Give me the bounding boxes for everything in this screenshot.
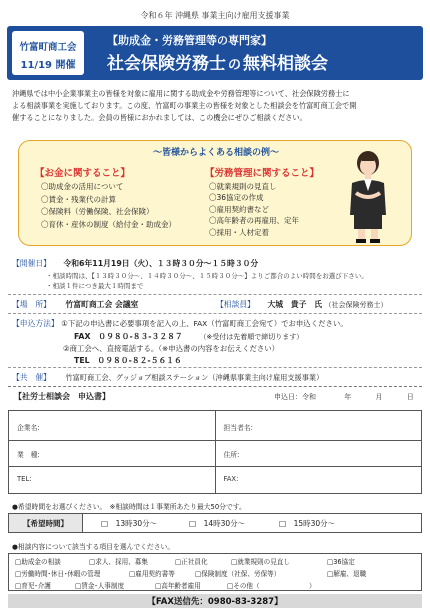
list-item: 〇雇用契約書など — [209, 204, 269, 214]
fax-number: FAX ０９８０-８３-３２８７ — [74, 332, 183, 341]
title-tail: 無料相談会 — [243, 54, 329, 74]
badge-date: 11/19 開催 — [20, 60, 76, 71]
list-item: 〇36協定の作成 — [209, 193, 264, 203]
intro-line: よる相談事業を実施しております。この度、竹富町の事業主の皆様を対象とした相談会を竹富町商工会で開 — [12, 101, 357, 110]
date-day: 日 — [406, 393, 414, 401]
topic-checkbox[interactable]: □36協定 — [327, 558, 355, 566]
topic-checkbox[interactable]: □雇用契約書等 — [129, 570, 175, 578]
cohost-label: 【共 催】 — [12, 373, 51, 382]
time-option-1430[interactable]: □ 14時30分～ — [189, 519, 246, 528]
person-field[interactable]: 担当者名: — [215, 411, 422, 440]
list-item: 〇賃金・残業代の計算 — [41, 194, 116, 204]
topic-checkbox[interactable]: □保険制度（社保、労保等） — [195, 570, 281, 578]
title-banner — [7, 26, 423, 80]
list-item: 〇就業規則の見直し — [209, 182, 277, 191]
advisor-row — [216, 299, 388, 310]
form-title: 【社労士相談会 申込書】 — [14, 392, 110, 401]
title-particle: の — [228, 58, 242, 73]
form-row — [9, 411, 421, 441]
divider — [8, 313, 422, 314]
topic-checkbox[interactable]: □解雇、退職 — [327, 570, 367, 578]
topic-checkbox[interactable]: □高年齢者雇用 — [155, 582, 201, 590]
duration-note: ・相談１件につき最大１時間まで — [46, 282, 144, 290]
form-header — [8, 391, 422, 405]
badge-venue: 竹富町商工会 — [19, 42, 77, 53]
place-label: 【場 所】 — [12, 300, 51, 309]
examples-title: ～皆様からよくある相談の例～ — [152, 148, 279, 158]
cut-line — [8, 386, 422, 387]
topic-checkbox[interactable]: □労働時間･休日･休暇の管理 — [15, 570, 101, 578]
venue-badge — [12, 31, 84, 75]
date-value: 令和6年11月19日（火）、１３時３０分～１５時３０分 — [63, 259, 259, 268]
date-year: 年 — [344, 393, 352, 401]
money-list — [41, 181, 176, 231]
advisor-label: 【相談員】 — [216, 300, 255, 309]
time-option-1530[interactable]: □ 15時30分～ — [279, 519, 336, 528]
topic-checkbox[interactable]: □就業規則の見直し — [231, 558, 290, 566]
form-row — [9, 467, 421, 493]
list-item: 〇育休・産休の制度（給付金・助成金） — [41, 219, 176, 229]
application-form-table — [8, 410, 422, 494]
date-month: 月 — [375, 393, 383, 401]
topic-select-note: ●相談内容について該当する項目を選んでください。 — [12, 543, 175, 551]
intro-text — [12, 88, 420, 124]
time-note: ・相談時間は、【１３時３０分～、１４時３０分～、１５時３０分～】よりご都合のよい時間をお選び下さい。 — [46, 272, 368, 280]
preferred-time-row — [8, 513, 422, 533]
consultant-illustration — [340, 147, 396, 243]
business-field[interactable]: 業 種: — [17, 451, 40, 459]
fax-destination-bar: 【FAX送信先：0980-83-3287】 — [8, 594, 422, 608]
labor-list — [209, 181, 299, 238]
other-close-paren: ） — [309, 582, 316, 590]
page-title — [107, 49, 328, 74]
place-value: 竹富町商工会 会議室 — [65, 300, 139, 309]
apply-row — [12, 318, 348, 329]
divider — [8, 367, 422, 368]
topic-checkbox[interactable]: □育児･介護 — [15, 582, 51, 590]
form-row — [9, 441, 421, 467]
list-item: 〇高年齢者の再雇用、定年 — [209, 216, 299, 226]
apply-label: 【申込方法】 — [12, 319, 59, 328]
apply-tel-number: TEL ０９８０-８２-５６１６ — [74, 356, 182, 365]
top-note: 令和６年 沖縄県 事業主向け雇用支援事業 — [140, 11, 290, 20]
topic-checklist — [8, 553, 422, 591]
advisor-title: （社会保険労務士） — [324, 301, 388, 309]
labor-heading: 【労務管理に関すること】 — [205, 168, 320, 179]
apply-phone-method: ②商工会へ、直接電話する。（※申込書の内容をお伝えください） — [63, 344, 280, 353]
time-option-1330[interactable]: □ 13時30分～ — [101, 519, 158, 528]
banner-subtitle: 【助成金・労務管理等の専門家】 — [107, 34, 272, 47]
intro-line: 催することになりました。会員の皆様におかれましては、この機会にぜひご相談ください。 — [12, 113, 307, 122]
address-field[interactable]: 住所: — [215, 441, 422, 466]
place-row — [12, 299, 138, 310]
cohost-value: 竹富町商工会、グッジョブ相談ステーション（沖縄県事業主向け雇用支援事業） — [65, 373, 324, 382]
list-item: 〇採用・人材定着 — [209, 227, 269, 237]
topic-checkbox[interactable]: □助成金の相談 — [15, 558, 61, 566]
advisor-name: 大城 貴子 氏 — [267, 300, 323, 309]
cohost-row — [12, 372, 323, 383]
apply-fax-method: ①下記の申込書に必要事項を記入の上、FAX（竹富町商工会宛て）でお申込ください。 — [61, 319, 348, 328]
topic-checkbox-other[interactable]: □その他（ — [227, 582, 260, 590]
title-main: 社会保険労務士 — [107, 54, 226, 74]
topic-checkbox[interactable]: □求人、採用、募集 — [89, 558, 148, 566]
date-row — [12, 258, 258, 269]
company-field[interactable]: 企業名: — [17, 424, 40, 432]
list-item: 〇保険料（労働保険、社会保険） — [41, 207, 154, 217]
intro-line: 沖縄県では中小企業事業主の皆様を対象に雇用に関する助成金や労務管理等について、社会保険労務士に — [12, 89, 350, 98]
list-item: 〇助成金の活用について — [41, 182, 124, 191]
topic-checkbox[interactable]: □賃金･人事制度 — [75, 582, 125, 590]
topic-checkbox[interactable]: □正社員化 — [175, 558, 208, 566]
tel-field[interactable]: TEL: — [17, 475, 32, 483]
date-label: 【開催日】 — [12, 259, 51, 268]
date-prefix: 申込日：令和 — [274, 393, 316, 401]
divider — [8, 294, 422, 295]
fax-note: （※受付は先着順で締切ります） — [199, 333, 304, 341]
application-date — [274, 392, 414, 402]
apply-fax-number — [74, 331, 303, 342]
fax-field[interactable]: FAX: — [215, 467, 422, 493]
wish-label: 【希望時間】 — [9, 514, 83, 532]
time-select-note: ●希望時間をお選びください。 ※相談時間は１事業所あたり最大50分です。 — [12, 503, 246, 511]
money-heading: 【お金に関すること】 — [35, 168, 131, 179]
